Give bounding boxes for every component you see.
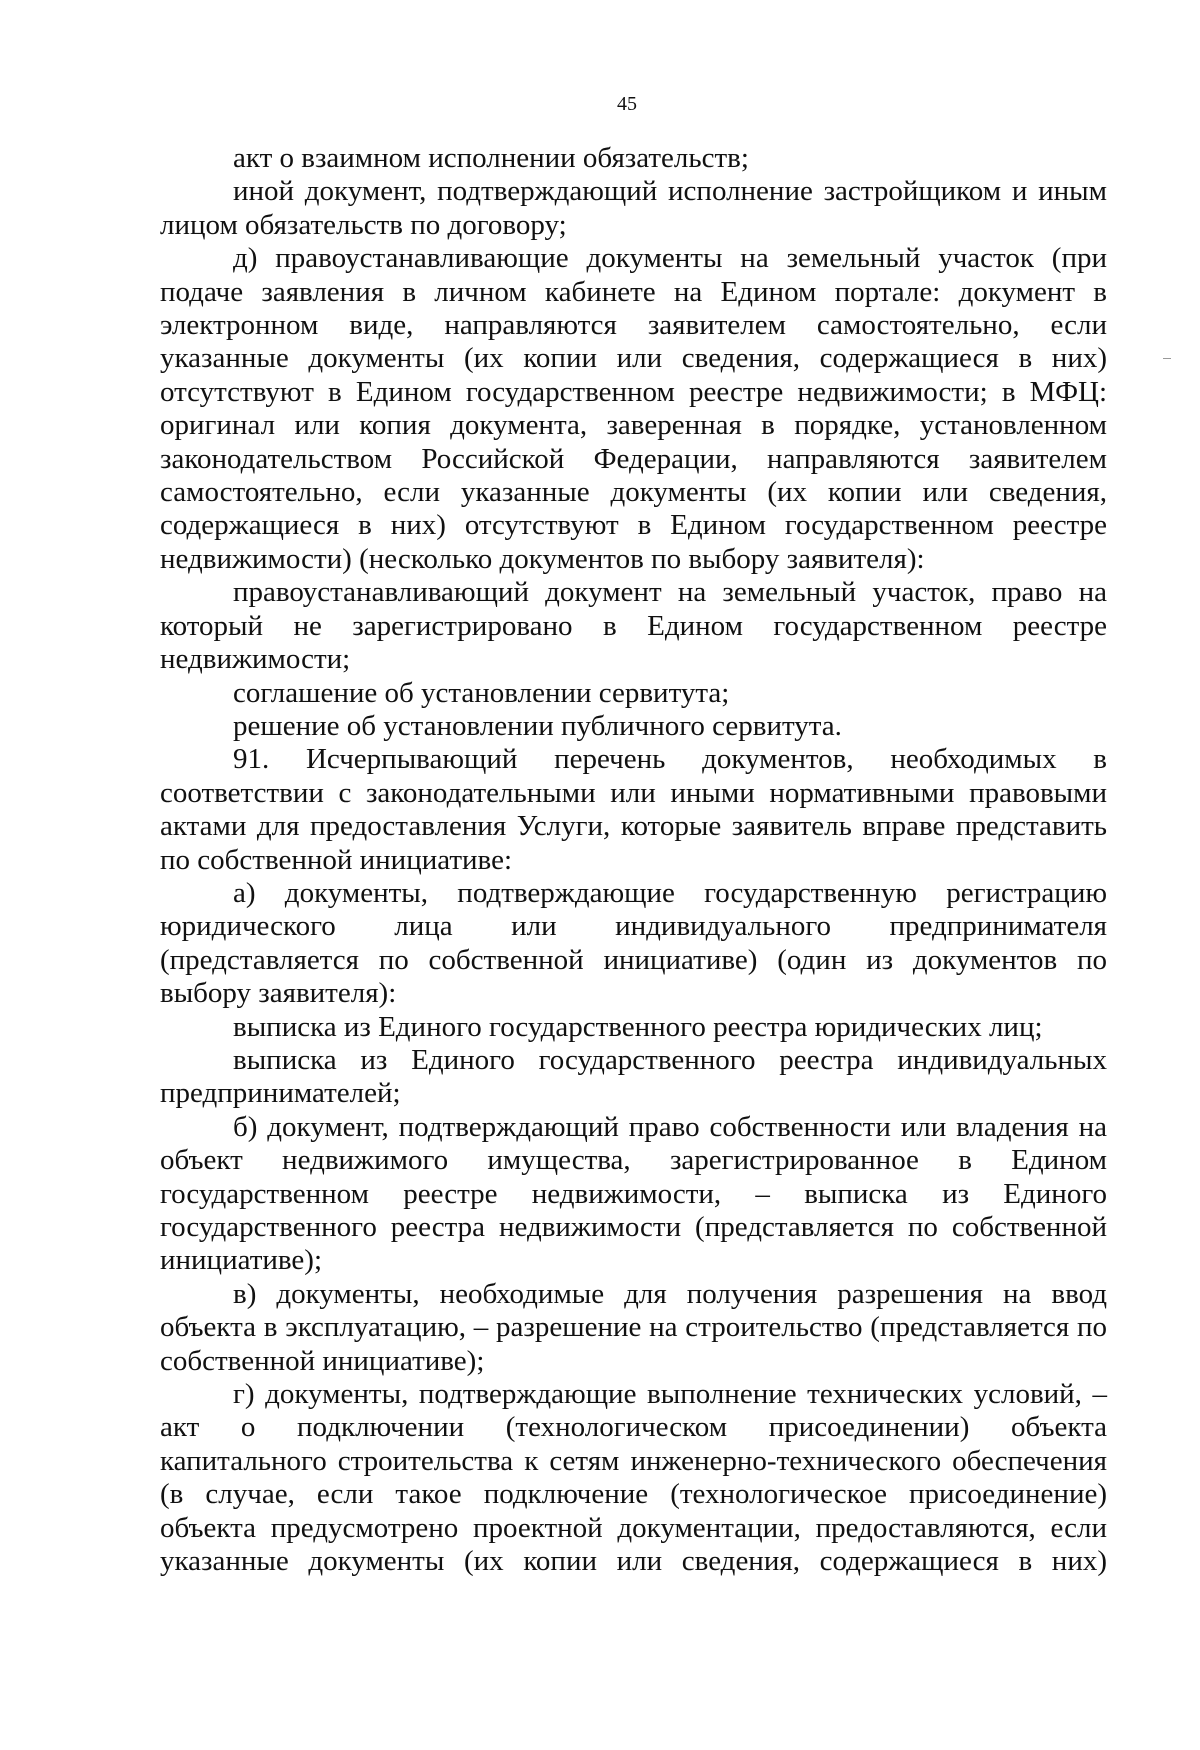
paragraph: выписка из Единого государственного реестра юридических лиц; (233, 1010, 1043, 1043)
paragraph: правоустанавливающий документ на земельный участок, право на который не зарегистрировано в Едином государственном реестре недвижимости; (160, 576, 1107, 676)
paragraph: иной документ, подтверждающий исполнение застройщиком и иным лицом обязательств по договору; (160, 175, 1107, 241)
paragraph: акт о взаимном исполнении обязательств; (233, 142, 749, 174)
paragraph: 91. Исчерпывающий перечень документов, необходимых в соответствии с законодательными или иными нормативными правовыми актами для предоставления Услуги, которые заявитель вправе представить по собственной инициативе: (160, 743, 1107, 876)
page-number: 45 (617, 93, 637, 115)
paragraph: соглашение об установлении сервитута; (233, 676, 730, 709)
paragraph: г) документы, подтверждающие выполнение технических условий, – акт о подключении (технологическом присоединении) объекта капитального строительства к сетям инженерно-технического обеспечения (в случае, если такое подключение (технологическое присоединение) объекта предусмотрено проектной документации, предоставляются, если указанные документы (их копии или сведения, содержащиеся в них) (160, 1378, 1107, 1578)
scan-mark (1163, 358, 1171, 359)
document-body (160, 142, 1107, 1578)
paragraph: выписка из Единого государственного реестра индивидуальных предпринимателей; (160, 1043, 1107, 1110)
paragraph: в) документы, необходимые для получения разрешения на ввод объекта в эксплуатацию, – разрешение на строительство (представляется по собственной инициативе); (160, 1277, 1107, 1377)
paragraph: б) документ, подтверждающий право собственности или владения на объект недвижимого имущества, зарегистрированное в Едином государственном реестре недвижимости, – выписка из Единого государственного реестра недвижимости (представляется по собственной инициативе); (160, 1110, 1107, 1277)
paragraph: решение об установлении публичного сервитута. (233, 709, 842, 742)
paragraph: д) правоустанавливающие документы на земельный участок (при подаче заявления в личном кабинете на Едином портале: документ в электронном виде, направляются заявителем самостоятельно, если указанные документы (их копии или сведения, содержащиеся в них) отсутствуют в Едином государственном реестре недвижимости; в МФЦ: оригинал или копия документа, заверенная в порядке, установленном законодательством Российской Федерации, направляются заявителем самостоятельно, если указанные документы (их копии или сведения, содержащиеся в них) отсутствуют в Едином государственном реестре недвижимости) (несколько документов по выбору заявителя): (160, 242, 1107, 575)
paragraph: а) документы, подтверждающие государственную регистрацию юридического лица или индивидуального предпринимателя (представляется по собственной инициативе) (один из документов по выбору заявителя): (160, 876, 1107, 1010)
